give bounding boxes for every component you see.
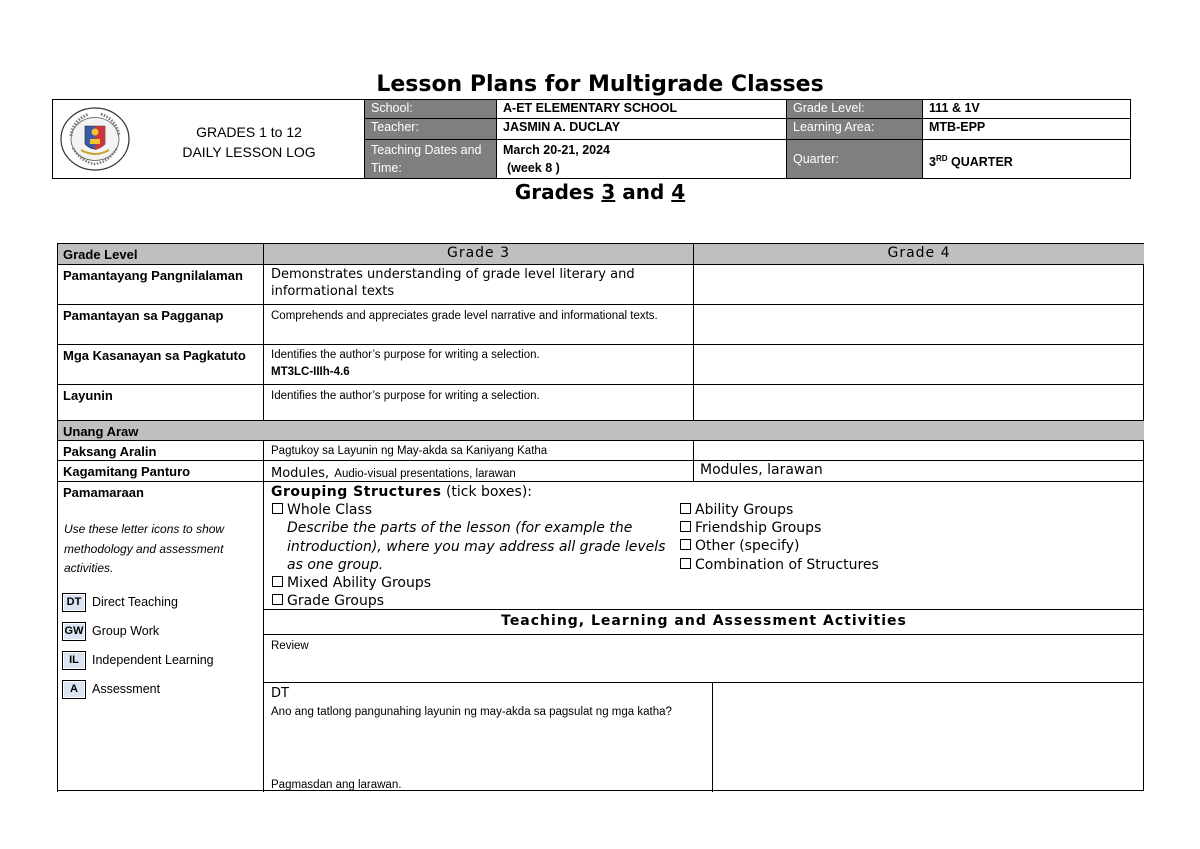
grouping-heading-note: (tick boxes): (445, 484, 533, 500)
combination-label: Combination of Structures (695, 556, 879, 573)
subtitle-grade-b: 4 (671, 180, 686, 204)
kagamitang-label: Kagamitang Panturo (57, 460, 263, 481)
grades-subtitle (0, 180, 1200, 204)
grouping-structures (263, 481, 1144, 609)
quarter-word: QUARTER (951, 155, 1013, 170)
combination-checkbox[interactable] (680, 558, 691, 569)
kagamitang-g3-modules: Modules, (271, 466, 330, 481)
kasanayan-code: MT3LC-IIIh-4.6 (271, 366, 350, 378)
dates-label: Teaching Dates and Time: (364, 139, 496, 178)
pangnilalaman-label: Pamantayang Pangnilalaman (57, 264, 263, 304)
grouping-heading (271, 483, 671, 501)
other-label: Other (specify) (695, 538, 800, 555)
grade-groups-checkbox[interactable] (272, 594, 283, 605)
grades-line2: DAILY LESSON LOG (182, 144, 316, 160)
kagamitang-g4: Modules, larawan (693, 460, 1144, 481)
dates-value-line1: March 20-21, 2024 (503, 143, 611, 157)
school-label: School: (364, 99, 496, 118)
ability-label: Ability Groups (695, 502, 794, 518)
friendship-label: Friendship Groups (695, 520, 822, 537)
mixed-option[interactable] (271, 574, 671, 592)
pangnilalaman-g3: Demonstrates understanding of grade level literary and informational texts (263, 264, 693, 304)
subtitle-prefix: Grades (514, 180, 602, 204)
grade-level-value: 111 & 1V (922, 99, 1131, 118)
icon-row-il (62, 651, 214, 670)
dt-question: Ano ang tatlong pangunahing layunin ng may-akda sa pagsulat ng mga katha? (271, 706, 672, 718)
subtitle-middle: and (615, 180, 672, 204)
grade-groups-label: Grade Groups (287, 593, 385, 610)
dates-value-line2: (week 8 ) (507, 161, 560, 175)
ability-option[interactable] (679, 501, 979, 519)
combination-option[interactable] (679, 556, 979, 574)
col-grade4: Grade 4 (693, 243, 1144, 264)
review-cell: Review (263, 634, 1144, 682)
icon-label-gw: Group Work (92, 623, 160, 638)
pagganap-g4 (693, 304, 1144, 344)
grouping-right (679, 501, 979, 574)
icon-label-il: Independent Learning (92, 652, 214, 667)
kasanayan-text: Identifies the author’s purpose for writing a selection. (271, 349, 540, 361)
independent-learning-icon: IL (62, 651, 86, 670)
icon-label-dt: Direct Teaching (92, 594, 178, 609)
grouping-heading-text: Grouping Structures (271, 484, 442, 500)
whole-class-option[interactable] (271, 501, 671, 519)
mixed-label: Mixed Ability Groups (287, 575, 432, 592)
pagmasdan: Pagmasdan ang larawan. (271, 779, 402, 791)
mixed-checkbox[interactable] (272, 576, 283, 587)
grade3-activity (263, 682, 712, 792)
ability-checkbox[interactable] (680, 503, 691, 514)
header-table (52, 99, 1131, 179)
direct-teaching-icon: DT (62, 593, 86, 612)
paksang-g4 (693, 440, 1144, 460)
whole-class-label: Whole Class (287, 502, 373, 519)
quarter-value (922, 139, 1131, 178)
grouping-describe: Describe the parts of the lesson (for example the introduction), where you may address all grade levels as one group. (287, 520, 666, 573)
kagamitang-g3-av: Audio-visual presentations, larawan (334, 468, 516, 480)
kasanayan-label: Mga Kasanayan sa Pagkatuto (57, 344, 263, 384)
friendship-checkbox[interactable] (680, 521, 691, 532)
pagganap-g3: Comprehends and appreciates grade level narrative and informational texts. (263, 304, 693, 344)
quarter-suffix: RD (935, 154, 948, 163)
dates-value (496, 139, 786, 178)
grades-title (149, 122, 349, 162)
lesson-table (57, 243, 1144, 791)
header-grid (364, 100, 1131, 178)
layunin-g4 (693, 384, 1144, 420)
grouping-left (271, 483, 671, 610)
assessment-icon: A (62, 680, 86, 699)
kasanayan-g3 (263, 344, 693, 384)
teacher-label: Teacher: (364, 118, 496, 139)
school-value: A-ET ELEMENTARY SCHOOL (496, 99, 786, 118)
subtitle-grade-a: 3 (601, 180, 616, 204)
icon-row-dt (62, 593, 178, 612)
header-left (53, 100, 364, 178)
pagganap-label: Pamantayan sa Pagganap (57, 304, 263, 344)
grade4-activity (712, 682, 1144, 792)
pamamaraan-note: Use these letter icons to show methodology and assessment activities. (64, 522, 225, 575)
quarter-number: 3 (929, 155, 936, 170)
other-checkbox[interactable] (680, 539, 691, 550)
learning-area-value: MTB-EPP (922, 118, 1131, 139)
quarter-label: Quarter: (786, 139, 922, 178)
friendship-option[interactable] (679, 519, 979, 537)
layunin-g3: Identifies the author’s purpose for writing a selection. (263, 384, 693, 420)
icon-row-a (62, 680, 160, 699)
col-grade-level: Grade Level (57, 243, 263, 264)
kagamitang-g3 (263, 460, 693, 481)
pamamaraan-label: Pamamaraan (63, 485, 144, 500)
learning-area-label: Learning Area: (786, 118, 922, 139)
other-option[interactable] (679, 537, 979, 555)
layunin-label: Layunin (57, 384, 263, 420)
teacher-value: JASMIN A. DUCLAY (496, 118, 786, 139)
kasanayan-g4 (693, 344, 1144, 384)
paksang-g3: Pagtukoy sa Layunin ng May-akda sa Kaniyang Katha (263, 440, 693, 460)
dt-label: DT (271, 686, 289, 701)
group-work-icon: GW (62, 622, 86, 641)
tla-heading: Teaching, Learning and Assessment Activities (263, 609, 1144, 634)
deped-seal-icon (59, 106, 131, 172)
unang-araw: Unang Araw (57, 420, 1144, 440)
icon-label-a: Assessment (92, 681, 161, 696)
icon-row-gw (62, 622, 159, 641)
page-title: Lesson Plans for Multigrade Classes (376, 72, 824, 97)
grades-line1: GRADES 1 to 12 (196, 124, 302, 140)
pamamaraan-cell (57, 481, 263, 792)
col-grade3: Grade 3 (263, 243, 693, 264)
grade-level-label: Grade Level: (786, 99, 922, 118)
grade-groups-option[interactable] (271, 592, 671, 610)
pangnilalaman-g4 (693, 264, 1144, 304)
paksang-label: Paksang Aralin (57, 440, 263, 460)
whole-class-checkbox[interactable] (272, 503, 283, 514)
